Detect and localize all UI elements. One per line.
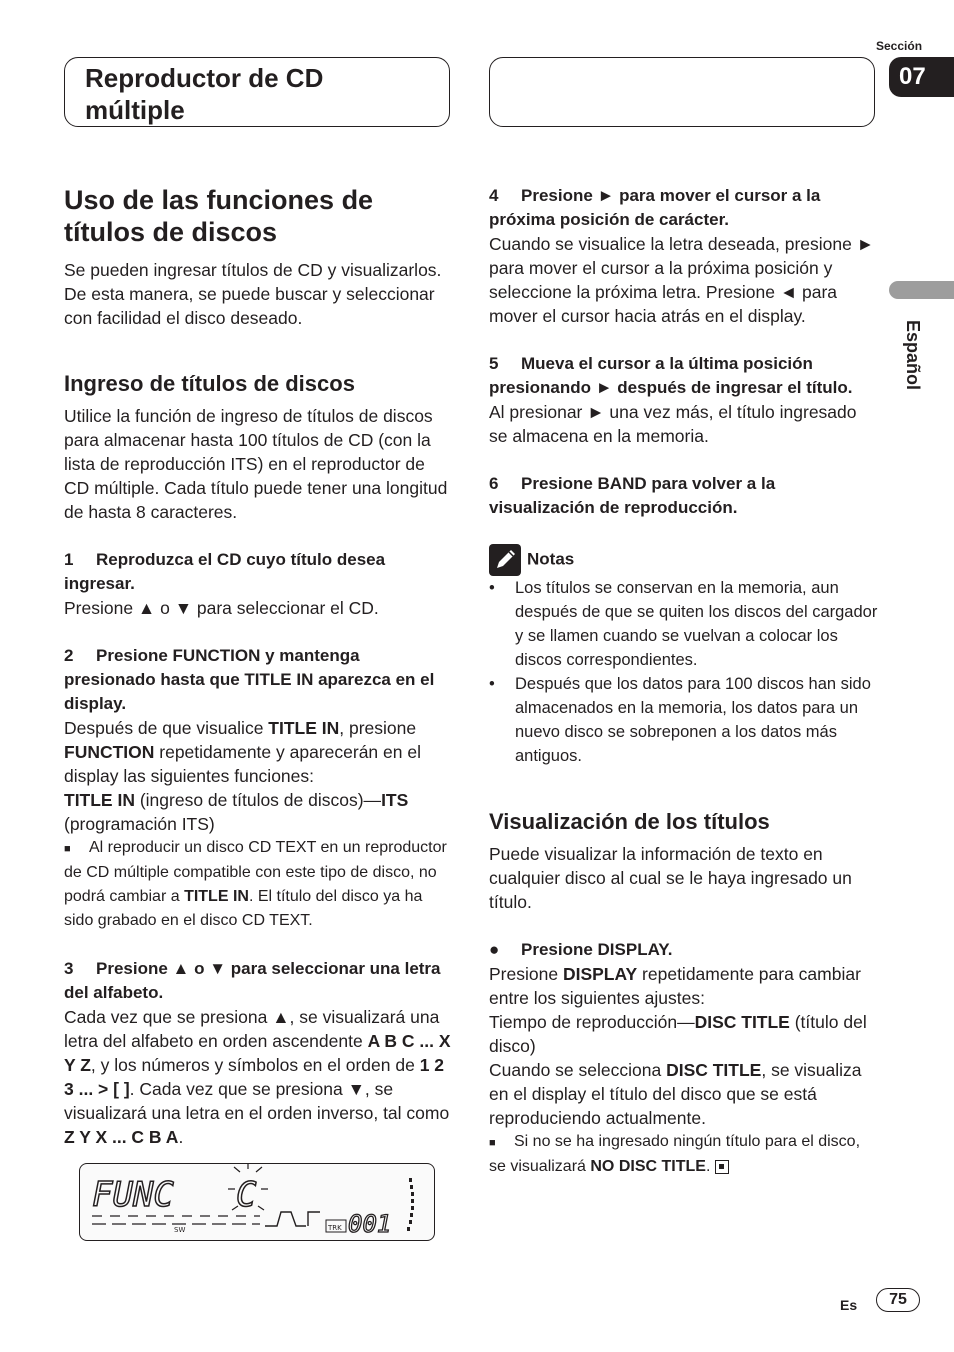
text-run-bold: TITLE IN [268,718,340,738]
text-run: (ingreso de títulos de discos)— [134,790,382,810]
square-bullet-icon: ■ [489,1137,496,1149]
text-run: (programación ITS) [64,814,215,834]
step-5-text: Al presionar ► una vez más, el título ingresado se almacena en la memoria. [489,402,857,446]
lcd-track-number: 001 [348,1210,392,1238]
text-run-bold: DISPLAY [562,964,638,984]
lcd-func-text: FUNC [92,1175,174,1215]
text-run: . El título del disco ya ha sido grabado en el disco CD TEXT. [64,888,423,929]
left-column [64,184,454,1149]
main-heading: Uso de las funciones de títulos de discos [64,185,374,247]
step-5-title [489,352,879,400]
note-item [489,672,879,768]
square-bullet-icon: ■ [64,843,71,855]
right-column [489,184,879,1179]
text-run: Después de que visualice [64,718,269,738]
text-run: , se visualiza en el display el título del disco que se está reproduciendo actualmente. [489,1060,862,1128]
step-1-title [64,548,454,596]
step-3-title [64,957,454,1005]
action-note [489,1130,879,1179]
text-run-bold: A B C ... X Y Z [64,1031,451,1075]
text-run: . [705,1158,711,1175]
text-run-bold: DISC TITLE [666,1060,762,1080]
step-text: Mueva el cursor a la última posición presionando ► después de ingresar el título. [489,354,853,397]
section-number: 07 [889,57,954,97]
action-paragraph [489,962,879,1130]
subheading-title-entry: Ingreso de títulos de discos [64,371,355,396]
step-number: 5 [489,354,499,373]
lcd-sw-label: SW [174,1226,186,1234]
text-run: (título del disco) [489,1012,867,1056]
text-run: Presione [489,964,563,984]
text-run: Tiempo de reproducción— [489,1012,695,1032]
text-run: . Cada vez que se presiona ▼, se visualizará una letra en el orden inverso, tal como [64,1079,450,1123]
lcd-level-segments [92,1216,260,1224]
language-tab-label: Español [903,320,923,391]
step-1-text: Presione ▲ o ▼ para seleccionar el CD. [64,598,379,618]
text-run: repetidamente para cambiar entre los siguientes ajustes: [489,964,861,1008]
text-run-bold: 1 2 3 ... > [ ] [64,1055,445,1099]
step-number: 2 [64,646,74,665]
step-number: 4 [489,186,499,205]
step-6-title [489,472,879,520]
text-run-bold: TITLE IN [64,790,135,810]
step-number: 6 [489,474,499,493]
title-entry-paragraph: Utilice la función de ingreso de títulos de discos para almacenar hasta 100 títulos de CD (con la lista de reproducción ITS) en el reproductor de CD múltiple. Cada título puede tener una longitud de hasta 8 caracteres. [64,406,448,522]
step-4-text: Cuando se visualice la letra deseada, presione ► para mover el cursor a la próxima posición y seleccione la próxima letra. Presione ◄ para mover el cursor hacia atrás en el display. [489,234,875,326]
page-number: 75 [876,1288,920,1312]
end-mark-icon [715,1160,729,1174]
step-4-title [489,184,879,232]
note-text: Los títulos se conservan en la memoria, aun después de que se quiten los discos del cargador y se llamen cuando se vuelvan a colocar los discos correspondientes. [515,579,878,669]
step-2-text [64,716,454,836]
language-tab-marker [889,281,954,299]
text-run: Cada vez que se presiona ▲, se visualizará una letra del alfabeto en orden ascendente [64,1007,440,1051]
text-run-bold: TITLE IN [184,888,249,905]
subheading-title-display: Visualización de los títulos [489,809,770,834]
pencil-note-icon [489,544,521,576]
step-number: 1 [64,550,74,569]
section-label: Sección [876,39,923,53]
header-empty-box [489,57,875,127]
text-run: . [178,1127,184,1147]
text-run: Al reproducir un disco CD TEXT en un reproductor de CD múltiple compatible con este tipo de disco, no podrá cambiar a [64,839,447,905]
bullet-icon: • [489,675,495,693]
chapter-title: Reproductor de CD múltiple [85,63,324,125]
lcd-trk-label: TRK [328,1224,342,1232]
step-text: Presione ▲ o ▼ para seleccionar una letra del alfabeto. [64,959,441,1002]
text-run: repetidamente y aparecerán en el display las siguientes funciones: [64,742,421,786]
step-text: Reproduzca el CD cuyo título desea ingresar. [64,550,386,593]
step-text: Presione BAND para volver a la visualización de reproducción. [489,474,776,517]
notes-title: Notas [527,549,575,569]
text-run: Si no se ha ingresado ningún título para el disco, se visualizará [489,1133,861,1175]
text-run-bold: Z Y X ... C B A [64,1127,179,1147]
text-run-bold: ITS [381,790,409,810]
action-title [489,938,879,962]
text-run-bold: DISC TITLE [694,1012,790,1032]
step-2-note [64,836,454,933]
text-run: , presione [339,718,417,738]
lcd-volume-arc-icon [407,1178,414,1231]
text-run-bold: NO DISC TITLE [590,1158,706,1175]
lcd-svg [80,1164,433,1239]
notes-heading [489,544,879,576]
step-text: Presione FUNCTION y mantenga presionado hasta que TITLE IN aparezca en el display. [64,646,435,713]
note-text: Después que los datos para 100 discos han sido almacenados en la memoria, los datos para un nuevo disco se sobreponen a los datos más antiguos. [515,675,871,765]
intro-paragraph: Se pueden ingresar títulos de CD y visualizarlos. De esta manera, se puede buscar y seleccionar con facilidad el disco deseado. [64,260,442,328]
text-run: Cuando se selecciona [489,1060,667,1080]
chapter-title-box [64,57,450,127]
text-run-bold: FUNCTION [64,742,155,762]
step-2-title [64,644,454,716]
round-bullet-icon: ● [489,940,500,959]
footer-language-code: Es [840,1297,858,1313]
title-display-paragraph: Puede visualizar la información de texto en cualquier disco al cual se le haya ingresado un título. [489,844,852,912]
lcd-char-text: C [236,1175,257,1215]
step-number: 3 [64,959,74,978]
bullet-icon: • [489,579,495,597]
lcd-display-illustration [79,1163,435,1241]
text-run: , y los números y símbolos en el orden de [90,1055,420,1075]
step-text: Presione ► para mover el cursor a la próxima posición de carácter. [489,186,821,229]
lcd-wave-icon [265,1212,320,1226]
step-3-text [64,1005,454,1149]
note-item [489,576,879,672]
action-text: Presione DISPLAY. [521,940,673,959]
